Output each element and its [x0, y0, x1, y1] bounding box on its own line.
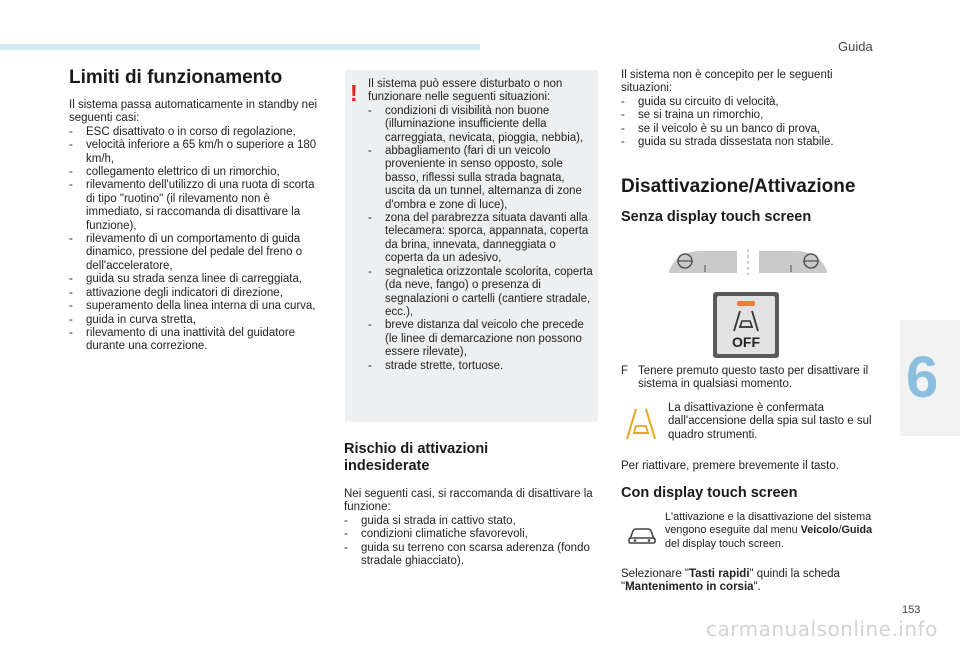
list-dash: - — [69, 139, 73, 152]
list-item — [621, 96, 861, 109]
no-touch-title: Senza display touch screen — [621, 209, 812, 225]
select-post: ". — [753, 581, 761, 594]
list-dash: - — [69, 273, 73, 286]
list-item-text: se il veicolo è su un banco di prova, — [638, 122, 821, 135]
list-item — [69, 327, 321, 354]
list-dash: - — [69, 166, 73, 179]
lane-warning-lamp-icon — [625, 407, 657, 441]
not-designed-section — [621, 69, 861, 149]
touch-note — [665, 511, 875, 551]
list-item — [621, 123, 861, 136]
unwanted-intro: Nei seguenti casi, si raccomanda di disattivare la funzione: — [344, 488, 593, 514]
list-dash: - — [621, 95, 625, 108]
list-dash: - — [368, 212, 372, 225]
list-dash: - — [69, 300, 73, 313]
list-item-text: rilevamento di una inattività del guidatore durante una correzione. — [86, 326, 296, 353]
not-designed-list — [621, 96, 861, 150]
list-item — [368, 266, 596, 320]
warning-icon: ! — [350, 80, 358, 106]
reactivate-text: Per riattivare, premere brevemente il tasto. — [621, 460, 839, 472]
list-dash: - — [69, 313, 73, 326]
menu-guida: Guida — [841, 524, 873, 537]
list-item — [69, 166, 321, 179]
list-item — [368, 360, 596, 373]
unwanted-list — [344, 515, 598, 569]
list-dash: - — [621, 122, 625, 135]
list-item-text: segnaletica orizzontale scolorita, coperta (da neve, fango) o presenza di segnalazioni o cartelli (cantiere stradale, ecc.), — [385, 265, 593, 318]
list-dash: - — [368, 265, 372, 278]
list-dash: - — [69, 286, 73, 299]
list-dash: - — [621, 109, 625, 122]
left-stalk-shape — [669, 251, 737, 273]
list-item — [621, 109, 861, 122]
list-item-text: guida su strada dissestata non stabile. — [638, 136, 834, 149]
list-item — [69, 139, 321, 166]
list-dash: - — [344, 514, 348, 527]
lane-assist-off-button[interactable] — [713, 292, 779, 358]
select-pre: Selezionare " — [621, 568, 690, 580]
limits-list — [69, 126, 321, 354]
car-icon — [627, 526, 657, 546]
list-item — [69, 273, 321, 286]
press-text: Tenere premuto questo tasto per disattivare il sistema in qualsiasi momento. — [638, 365, 869, 391]
list-item-text: guida in curva stretta, — [86, 313, 196, 326]
warning-list — [368, 105, 596, 373]
list-item-text: rilevamento di un comportamento di guida dinamico, pressione del pedale del freno o dell'acceleratore, — [86, 233, 303, 272]
off-label: OFF — [732, 334, 760, 350]
list-dash: - — [69, 179, 73, 192]
deactivation-title: Disattivazione/Attivazione — [621, 176, 856, 197]
list-item-text: guida si strada in cattivo stato, — [361, 514, 516, 527]
header-bar — [0, 44, 480, 50]
list-dash: - — [368, 145, 372, 158]
not-designed-intro: Il sistema non è concepito per le seguenti situazioni: — [621, 69, 833, 95]
unwanted-title-line2: indesiderate — [344, 458, 430, 474]
list-item-text: guida su strada senza linee di carreggiata, — [86, 273, 303, 286]
list-item — [69, 126, 321, 139]
list-item — [368, 319, 596, 359]
chapter-tab — [900, 320, 960, 436]
limits-intro: Il sistema passa automaticamente in standby nei seguenti casi: — [69, 99, 318, 125]
lane-keeping-icon — [730, 309, 762, 333]
list-item-text: rilevamento dell'utilizzo di una ruota di scorta di tipo "ruotino" (il rilevamento non è immediato, si raccomanda di disattivare la funzione), — [86, 179, 315, 232]
list-item-text: abbagliamento (fari di un veicolo proveniente in senso opposto, sole basso, riflessi sulla strada bagnata, uscita da un tunnel, alternanza di zone d'ombra e zone di luce), — [385, 145, 582, 211]
confirm-note — [668, 402, 873, 442]
press-instruction — [621, 365, 876, 392]
unwanted-title-line1: Rischio di attivazioni — [344, 441, 489, 457]
warning-intro: Il sistema può essere disturbato o non funzionare nelle seguenti situazioni: — [368, 78, 563, 104]
touch-title: Con display touch screen — [621, 485, 798, 501]
chapter-number: 6 — [906, 345, 939, 410]
list-dash: - — [368, 104, 372, 117]
bullet-icon: F — [621, 365, 629, 377]
list-item — [344, 542, 598, 569]
list-item — [69, 287, 321, 300]
mantenimento-in-corsia: Mantenimento in corsia — [625, 581, 754, 594]
touch-text-pre: L'attivazione e la disattivazione del sistema vengono eseguite dal menu — [665, 511, 872, 537]
list-item-text: zona del parabrezza situata davanti alla telecamera: sporca, appannata, coperta da brina, innevata, danneggiata o coperta da un adesivo, — [385, 212, 589, 265]
steering-controls-illustration — [667, 247, 829, 277]
list-item — [344, 528, 598, 541]
list-dash: - — [69, 125, 73, 138]
list-item-text: collegamento elettrico di un rimorchio, — [86, 166, 280, 179]
list-item — [69, 179, 321, 233]
list-item-text: se si traina un rimorchio, — [638, 109, 764, 122]
list-item-text: guida su circuito di velocità, — [638, 95, 779, 108]
list-dash: - — [368, 319, 372, 332]
section-label: Guida — [838, 39, 873, 54]
warning-content — [368, 78, 596, 373]
select-mid: " quindi la scheda " — [621, 568, 840, 594]
list-dash: - — [368, 359, 372, 372]
list-item-text: condizioni di visibilità non buone (illuminazione insufficiente della carreggiata, nevicata, pioggia, nebbia), — [385, 104, 584, 144]
list-item — [69, 300, 321, 313]
touch-text-post: del display touch screen. — [665, 537, 784, 550]
list-item-text: velocità inferiore a 65 km/h o superiore a 180 km/h, — [86, 139, 317, 165]
list-dash: - — [69, 326, 73, 339]
list-item — [368, 145, 596, 212]
list-item — [368, 105, 596, 145]
select-note — [621, 568, 876, 595]
tasti-rapidi: Tasti rapidi — [689, 568, 750, 580]
list-item — [69, 233, 321, 273]
menu-separator: / — [838, 524, 842, 537]
list-item — [69, 314, 321, 327]
list-dash: - — [344, 541, 348, 554]
list-item-text: guida su terreno con scarsa aderenza (fondo stradale ghiacciato). — [361, 541, 590, 568]
list-item-text: superamento della linea interna di una curva, — [86, 300, 316, 313]
list-item — [344, 515, 598, 528]
list-item — [621, 136, 861, 149]
list-item — [368, 212, 596, 266]
list-dash: - — [69, 233, 73, 246]
limits-title: Limiti di funzionamento — [69, 67, 283, 88]
list-item-text: breve distanza dal veicolo che precede (le linee di demarcazione non possono essere rilevate), — [385, 319, 584, 359]
unwanted-section — [344, 441, 598, 568]
right-stalk-shape — [759, 251, 827, 273]
menu-veicolo: Veicolo — [800, 524, 839, 537]
confirm-text: La disattivazione è confermata dall'accensione della spia sul tasto e sul quadro strumenti. — [668, 402, 872, 441]
list-dash: - — [621, 136, 625, 149]
limits-section — [69, 67, 321, 354]
list-item-text: strade strette, tortuose. — [385, 359, 504, 372]
page-number: 153 — [902, 604, 921, 616]
list-item-text: condizioni climatiche sfavorevoli, — [361, 528, 528, 541]
list-item-text: ESC disattivato o in corso di regolazione, — [86, 125, 296, 138]
list-item-text: attivazione degli indicatori di direzione, — [86, 286, 283, 299]
watermark: carmanualsonline.info — [706, 617, 938, 641]
led-indicator — [737, 301, 755, 306]
list-dash: - — [344, 528, 348, 541]
reactivate-note — [621, 460, 876, 473]
